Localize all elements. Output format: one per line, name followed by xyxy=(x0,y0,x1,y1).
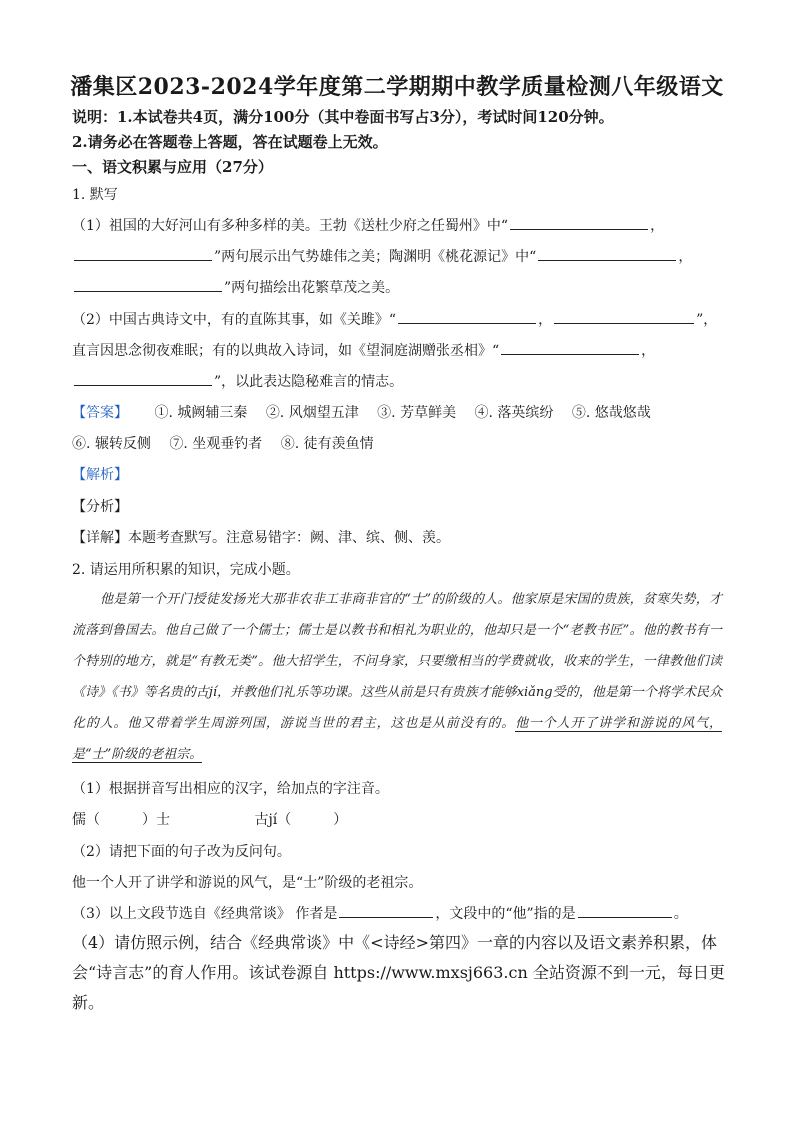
sub-question-4-line-1: （4）请仿照示例，结合《经典常谈》中《<诗经>第四》一章的内容以及语文素养积累，体 xyxy=(72,933,717,952)
q1-part2-line3 xyxy=(72,371,403,391)
sub3-text: 。 xyxy=(673,906,688,922)
q1-text: ， xyxy=(650,218,665,234)
notes-line-1: 说明：1.本试卷共4页，满分100分（其中卷面书写占3分），考试时间120分钟。 xyxy=(72,108,614,126)
sub3-text: （3）以上文段节选自《经典常谈》 作者是 xyxy=(72,906,338,922)
fill-blank[interactable] xyxy=(74,277,222,292)
sub-question-2: （2）请把下面的句子改为反问句。 xyxy=(72,844,291,860)
fill-blank[interactable] xyxy=(554,309,694,324)
question-1-label: 1. 默写 xyxy=(72,187,118,203)
q1-text: （1）祖国的大好河山有多种多样的美。王勃《送杜少府之任蜀州》中“ xyxy=(72,218,509,234)
answer-item: ③. 芳草鲜美 xyxy=(377,405,457,421)
sub-question-1-items xyxy=(72,809,347,829)
analysis-tag: 【解析】 xyxy=(72,467,128,483)
sub-question-2-sentence: 他一个人开了讲学和游说的风气，是“士”阶级的老祖宗。 xyxy=(72,875,423,891)
sub-question-1: （1）根据拼音写出相应的汉字，给加点的字注音。 xyxy=(72,781,389,797)
fill-blank[interactable] xyxy=(74,371,212,386)
q1-text: ”两句描绘出花繁草茂之美。 xyxy=(224,280,400,296)
sub3-text: ，文段中的“他”指的是 xyxy=(435,906,576,922)
q1-part1-line2 xyxy=(72,246,692,266)
answer-tag: 【答案】 xyxy=(72,405,128,421)
detail-text: 【详解】本题考查默写。注意易错字：阙、津、缤、侧、羡。 xyxy=(72,530,450,546)
sub-question-4-line-2: 会“诗言志”的育人作用。该试卷源自 https://www.mxsj663.cn 全站资源不到一元，每日更 xyxy=(72,963,725,982)
fill-blank[interactable] xyxy=(538,246,676,261)
answer-item: ⑥. 辗转反侧 xyxy=(72,436,151,452)
fenxi-tag: 【分析】 xyxy=(72,499,128,515)
q1-part1-line1 xyxy=(72,215,664,235)
q1-text: （2）中国古典诗文中，有的直陈其事，如《关雎》“ xyxy=(72,312,397,328)
q1-text: ”，以此表达隐秘难言的情志。 xyxy=(214,374,404,390)
sub1-item-guji[interactable]: 古jí（ ） xyxy=(254,812,348,828)
fill-blank[interactable] xyxy=(398,309,536,324)
q1-part2-line2 xyxy=(72,340,655,360)
passage-body: 他是第一个开门授徒发扬光大那非农非工非商非官的“士”的阶级的人。他家原是宋国的贵族，贫寒失势，才流落到鲁国去。他自己做了一个儒士；儒士是以教书和相礼为职业的，他却只是一个“老教书匠”。他的教书有一个特别的地方，就是“有教无类”。他大招学生，不问身家，只要缴相当的学费就收，收来的学生，一律教他们读《诗》《书》等名贵的古jí，并教他们礼乐等功课。这些从前是只有贵族才能够xiǎng受的，他是第一个将学术民众化的人。他又带着学生周游列国，游说当世的君主，这也是从前没有的。 xyxy=(72,592,722,731)
fill-blank[interactable] xyxy=(74,246,212,261)
section-heading: 一、语文积累与应用（27分） xyxy=(72,158,273,176)
answer-item: ②. 风烟望五津 xyxy=(265,405,359,421)
q1-text: ， xyxy=(678,249,693,265)
sub-question-3 xyxy=(72,903,688,923)
q1-text: ”， xyxy=(696,312,718,328)
q1-text: 直言因思念彻夜难眠；有的以典故入诗词，如《望洞庭湖赠张丞相》“ xyxy=(72,343,500,359)
q1-text: ”两句展示出气势雄伟之美；陶渊明《桃花源记》中“ xyxy=(214,249,537,265)
q1-text: ， xyxy=(641,343,656,359)
q1-text: ， xyxy=(538,312,553,328)
answer-item: ⑧. 徒有羡鱼情 xyxy=(280,436,374,452)
q1-part2-line1 xyxy=(72,309,717,329)
fill-blank[interactable] xyxy=(578,903,672,918)
answer-item: ①. 城阙辅三秦 xyxy=(154,405,248,421)
fill-blank[interactable] xyxy=(339,903,433,918)
reading-passage xyxy=(72,584,722,770)
answer-item: ⑤. 悠哉悠哉 xyxy=(571,405,651,421)
answer-row-1 xyxy=(72,402,665,422)
answer-item: ⑦. 坐观垂钓者 xyxy=(169,436,263,452)
sub1-item-ru[interactable]: 儒（ ）士 xyxy=(72,812,170,828)
q1-part1-line3 xyxy=(72,277,399,297)
notes-line-2: 2.请务必在答题卷上答题，答在试题卷上无效。 xyxy=(72,133,388,151)
passage-underlined-sentence: 他一个人开了讲学和游说的风气，是“士”阶级的老祖宗。 xyxy=(72,716,722,762)
page-title: 潘集区2023-2024学年度第二学期期中教学质量检测八年级语文 xyxy=(70,74,724,100)
question-2-label: 2. 请运用所积累的知识，完成小题。 xyxy=(72,562,300,578)
answer-row-2 xyxy=(72,433,388,453)
answer-item: ④. 落英缤纷 xyxy=(474,405,554,421)
fill-blank[interactable] xyxy=(501,340,639,355)
sub-question-4-line-3: 新。 xyxy=(72,993,105,1012)
fill-blank[interactable] xyxy=(510,215,648,230)
